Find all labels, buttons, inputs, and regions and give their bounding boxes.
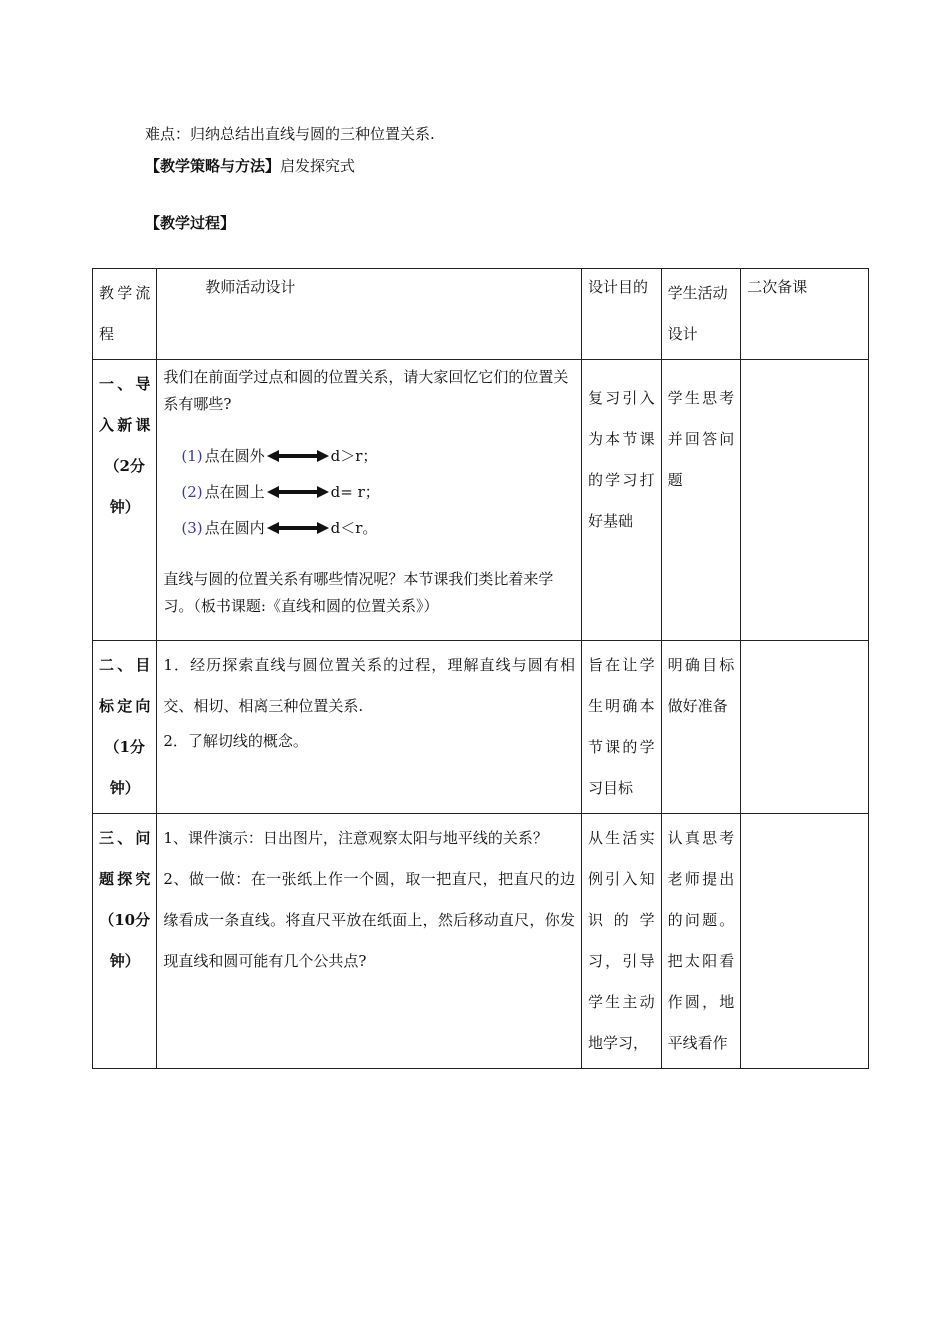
notes-cell: [741, 814, 869, 1069]
point-item: (2) 点在圆上 d= r；: [181, 483, 380, 501]
double-arrow-icon: [267, 485, 329, 499]
header-student: 学生活动设计: [661, 269, 741, 360]
table-row: [93, 641, 869, 814]
double-arrow-icon: [267, 449, 329, 463]
teacher-cell: 1．经历探索直线与圆位置关系的过程，理解直线与圆有相交、相切、相离三种位置关系. 2．了解切线的概念。: [157, 641, 582, 814]
table-row: [93, 360, 869, 641]
header-teacher: 教师活动设计: [157, 269, 582, 360]
double-arrow-icon: [267, 521, 329, 535]
point-item: (1) 点在圆外 d＞r；: [181, 447, 378, 465]
purpose-cell: 从生活实例引入知识的学习，引导学生主动地学习，: [581, 814, 661, 1069]
strategy-line: [145, 156, 355, 176]
header-notes: 二次备课: [741, 269, 869, 360]
student-cell: 明确目标做好准备: [661, 641, 741, 814]
process-heading: 【教学过程】: [145, 214, 236, 232]
teacher-cell: 我们在前面学过点和圆的位置关系，请大家回忆它们的位置关系有哪些? (1) 点在圆外 d＞r； (2) 点在圆上 d= r； (3) 点在圆内 d＜r。 直线与圆的位置关系有哪些情况呢？本节课我们类比着来学习。（板书课题:《直线和圆的位置关系》）: [157, 360, 582, 641]
teacher-cell: 1、课件演示：日出图片，注意观察太阳与地平线的关系？ 2、做一做：在一张纸上作一个圆，取一把直尺，把直尺的边缘看成一条直线。将直尺平放在纸面上，然后移动直尺，你发现直线和圆可能有几个公共点?: [157, 814, 582, 1069]
table-header-row: [93, 269, 869, 360]
student-cell: 认真思考老师提出的问题。把太阳看作圆，地平线看作: [661, 814, 741, 1069]
difficulty-line: 难点：归纳总结出直线与圆的三种位置关系.: [145, 125, 435, 143]
notes-cell: [741, 641, 869, 814]
strategy-label: 【教学策略与方法】: [145, 157, 281, 175]
stage-cell: 一、导入新课 （2分钟）: [93, 360, 157, 641]
point-item: (3) 点在圆内 d＜r。: [181, 519, 378, 537]
purpose-cell: 复习引入为本节课的学习打好基础: [581, 360, 661, 641]
header-purpose: 设计目的: [581, 269, 661, 360]
student-cell: 学生思考并回答问题: [661, 360, 741, 641]
strategy-value: 启发探究式: [280, 157, 356, 175]
notes-cell: [741, 360, 869, 641]
stage-cell: 二、目标定向 （1分钟）: [93, 641, 157, 814]
stage-cell: 三、问题探究 （10分钟）: [93, 814, 157, 1069]
table-row: [93, 814, 869, 1069]
header-stage: 教学流程: [93, 269, 157, 360]
lesson-plan-table: [92, 268, 869, 1069]
purpose-cell: 旨在让学生明确本节课的学习目标: [581, 641, 661, 814]
